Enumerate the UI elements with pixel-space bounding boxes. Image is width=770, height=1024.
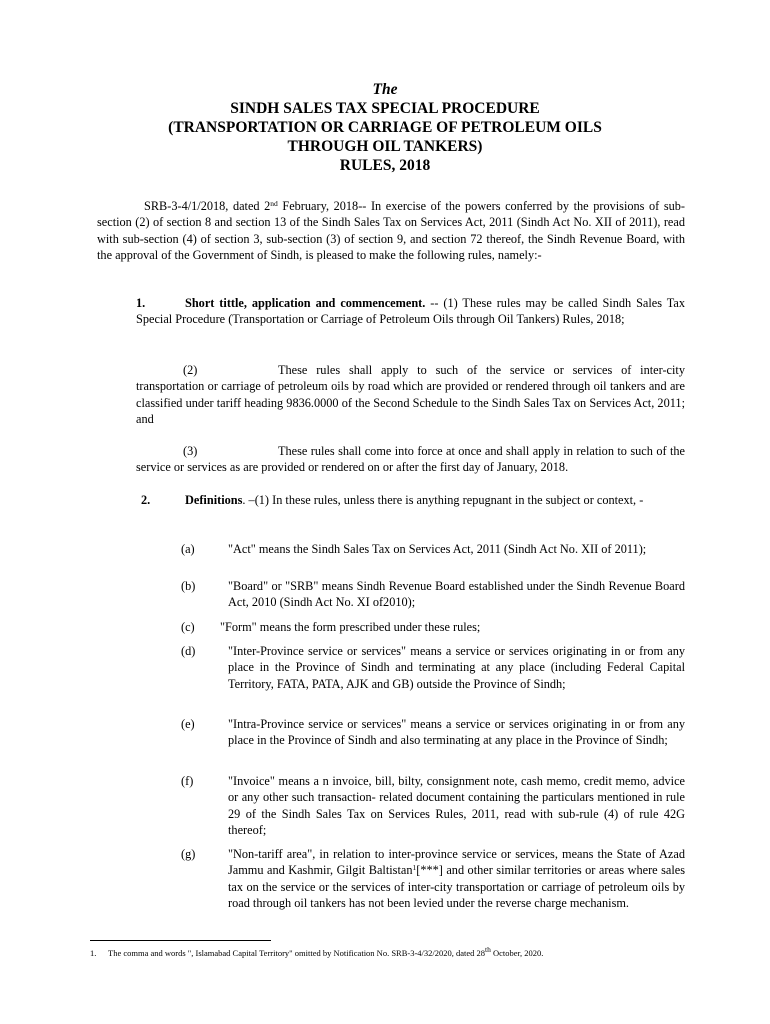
definition-g-text-rest: [***] and other similar territories or areas where sales tax on the service or the services of inter-city transportation or carriage of petroleum oils by road through oil tankers has not been levied under the reverse charge mechanism. <box>228 863 685 910</box>
rule-1-sub-2 <box>136 362 685 427</box>
footnote-text-rest: October, 2020. <box>490 948 544 958</box>
rule-1-paragraph <box>136 295 685 328</box>
definition-text: "Form" means the form prescribed under these rules; <box>220 620 481 634</box>
title-line-3: THROUGH OIL TANKERS) <box>287 138 483 155</box>
footnote-superscript: th <box>485 945 491 954</box>
rule-1-sub-2-text: These rules shall apply to such of the service or services of inter-city transportation or carriage of petroleum oils by road which are provided or rendered through oil tankers and are classified under tariff heading 9836.0000 of the Second Schedule to the Sindh Sales Tax on Services Act, 2011; and <box>136 363 685 426</box>
definition-text: "Intra-Province service or services" means a service or services originating in or from any place in the Province of Sindh and also terminating at any place in the Province of Sindh; <box>228 717 685 748</box>
definition-label: (a) <box>181 542 195 556</box>
title-the: The <box>372 81 398 98</box>
rule-1-sub-3 <box>136 443 685 476</box>
title-line-1: SINDH SALES TAX SPECIAL PROCEDURE <box>230 100 540 117</box>
title-line-4: RULES, 2018 <box>339 157 431 174</box>
rule-1-sub-3-text: These rules shall come into force at once and shall apply in relation to such of the service or services as are provided or rendered on or after the first day of January, 2018. <box>136 444 685 475</box>
definition-text: "Inter-Province service or services" means a service or services originating in or from any place in the Province of Sindh and terminating at any place (including Federal Capital Territory, FATA, PATA, AJK and GB) outside the Province of Sindh; <box>228 644 685 691</box>
definition-text <box>228 846 685 911</box>
rule-1-text: -- (1) These rules may be called Sindh Sales Tax Special Procedure (Transportation or Carriage of Petroleum Oils through Oil Tankers) Rules, 2018; <box>136 296 685 327</box>
rule-1-sub-2-number: (2) <box>183 363 198 377</box>
definition-label: (e) <box>181 717 195 731</box>
definition-label: (c) <box>181 620 195 634</box>
rule-2-number: 2. <box>141 493 151 507</box>
footnote-number: 1. <box>90 948 97 958</box>
definition-label: (b) <box>181 579 196 593</box>
definition-label: (f) <box>181 774 194 788</box>
intro-text-rest: February, 2018-- In exercise of the powers conferred by the provisions of sub-section (2) of section 8 and section 13 of the Sindh Sales Tax on Services Act, 2011 (Sindh Act No. XII of 2011), read with sub-section (4) of section 3, sub-section (3) of section 9, and section 72 thereof, the Sindh Revenue Board, with the approval of the Government of Sindh, is pleased to make the following rules, namely:- <box>97 199 685 262</box>
footnote-text-start: The comma and words ", Islamabad Capital Territory" omitted by Notification No. SRB-3-4/32/2020, dated 28 <box>108 948 486 958</box>
definition-text: "Act" means the Sindh Sales Tax on Services Act, 2011 (Sindh Act No. XII of 2011); <box>228 542 647 556</box>
footnote-reference[interactable]: 1 <box>412 863 417 873</box>
footnote <box>90 945 544 959</box>
rule-2-heading: Definitions <box>185 493 243 507</box>
rule-1-sub-3-number: (3) <box>183 444 198 458</box>
rule-2-paragraph <box>141 492 685 508</box>
intro-paragraph <box>97 198 685 263</box>
definition-text: "Invoice" means a n invoice, bill, bilty, consignment note, cash memo, credit memo, advice or any other such transaction- related document containing the particulars mentioned in rule 29 of the Sindh Sales Tax on Services Rules, 2011, read with sub-rule (4) of rule 42G thereof; <box>228 774 685 837</box>
definition-label: (g) <box>181 847 196 861</box>
title-line-2: (TRANSPORTATION OR CARRIAGE OF PETROLEUM OILS <box>168 119 602 136</box>
rule-2-text: . –(1) In these rules, unless there is anything repugnant in the subject or context, - <box>242 493 644 507</box>
rule-1-heading: Short tittle, application and commencement. <box>185 296 426 310</box>
definition-label: (d) <box>181 644 196 658</box>
definition-g-text-start: "Non-tariff area", in relation to inter-province service or services, means the State of Azad Jammu and Kashmir, Gilgit Baltistan <box>228 847 685 878</box>
intro-superscript: nd <box>270 199 278 208</box>
intro-text-start: SRB-3-4/1/2018, dated 2 <box>144 199 271 213</box>
rule-1-number: 1. <box>136 296 146 310</box>
definition-text: "Board" or "SRB" means Sindh Revenue Board established under the Sindh Revenue Board Act, 2010 (Sindh Act No. XI of2010); <box>228 579 685 610</box>
footnote-divider <box>90 940 271 941</box>
